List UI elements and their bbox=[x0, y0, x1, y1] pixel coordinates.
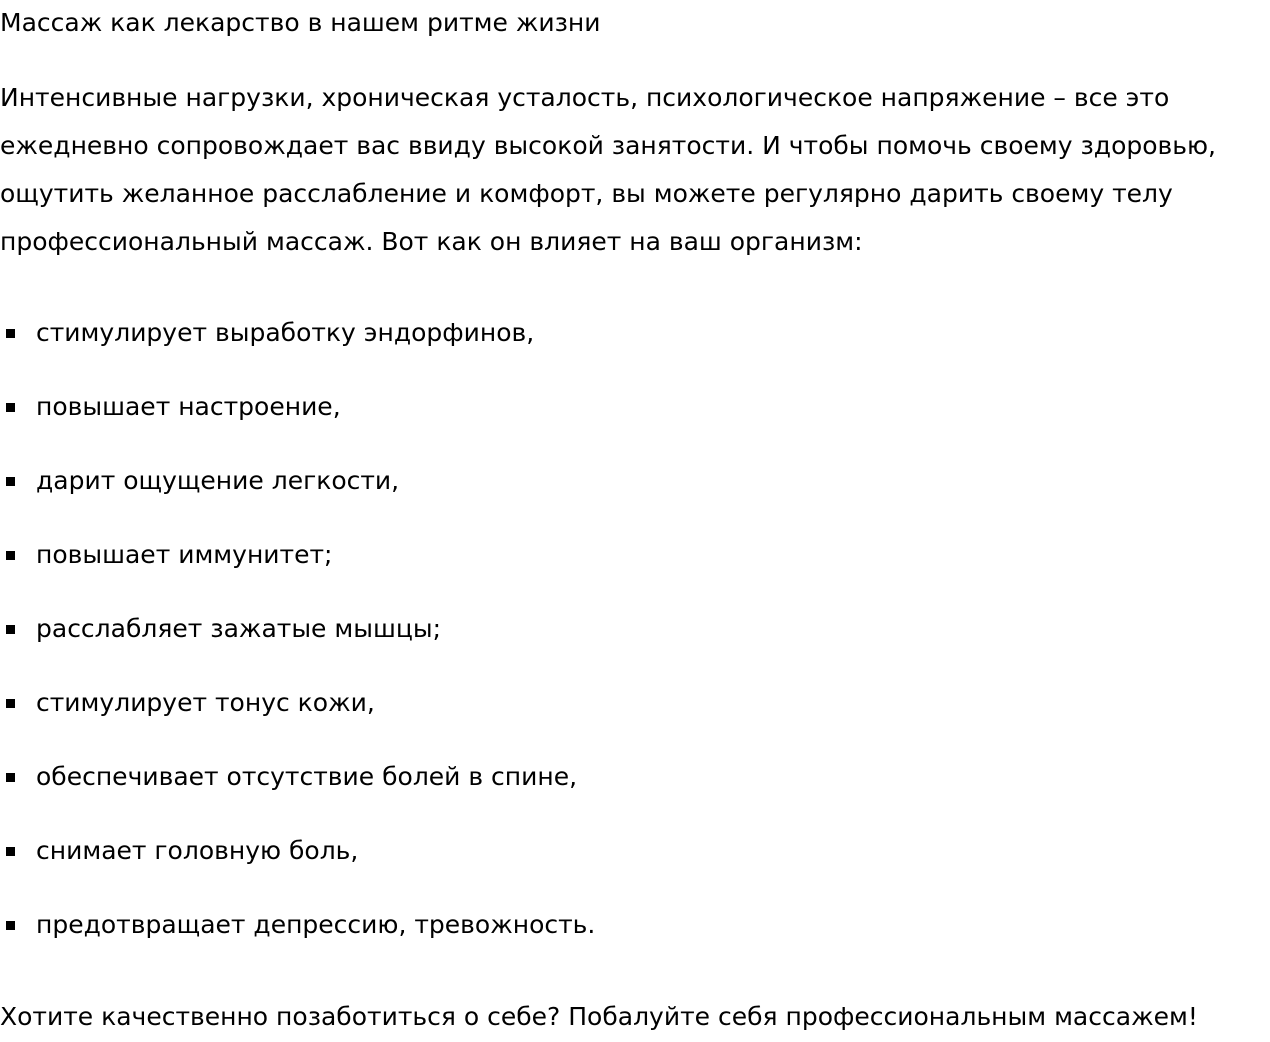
list-item-text: стимулирует выработку эндорфинов, bbox=[36, 318, 535, 347]
list-item bbox=[0, 754, 1270, 828]
list-item bbox=[0, 828, 1270, 902]
square-bullet-icon bbox=[6, 329, 15, 338]
square-bullet-icon bbox=[6, 921, 15, 930]
benefits-list bbox=[0, 310, 1270, 976]
list-item-text: повышает иммунитет; bbox=[36, 540, 333, 569]
list-item bbox=[0, 384, 1270, 458]
list-item-text: расслабляет зажатые мышцы; bbox=[36, 614, 442, 643]
list-item-text: повышает настроение, bbox=[36, 392, 341, 421]
article-title: Массаж как лекарство в нашем ритме жизни bbox=[0, 8, 601, 37]
list-item bbox=[0, 902, 1270, 976]
list-item bbox=[0, 680, 1270, 754]
square-bullet-icon bbox=[6, 699, 15, 708]
square-bullet-icon bbox=[6, 551, 15, 560]
list-item-text: дарит ощущение легкости, bbox=[36, 466, 400, 495]
list-item bbox=[0, 606, 1270, 680]
list-item-text: обеспечивает отсутствие болей в спине, bbox=[36, 762, 578, 791]
square-bullet-icon bbox=[6, 477, 15, 486]
list-item bbox=[0, 310, 1270, 384]
list-item-text: стимулирует тонус кожи, bbox=[36, 688, 375, 717]
list-item-text: снимает головную боль, bbox=[36, 836, 359, 865]
list-item bbox=[0, 458, 1270, 532]
square-bullet-icon bbox=[6, 773, 15, 782]
square-bullet-icon bbox=[6, 847, 15, 856]
intro-paragraph: Интенсивные нагрузки, хроническая усталость, психологическое напряжение – все это ежедневно сопровождает вас ввиду высокой занятости. И чтобы помочь своему здоровью, ощутить желанное расслабление и комфорт, вы можете регулярно дарить своему телу профессиональный массаж. Вот как он влияет на ваш организм: bbox=[0, 83, 1216, 256]
square-bullet-icon bbox=[6, 403, 15, 412]
call-to-action: Хотите качественно позаботиться о себе? Побалуйте себя профессиональным массажем! bbox=[0, 1002, 1198, 1031]
list-item-text: предотвращает депрессию, тревожность. bbox=[36, 910, 596, 939]
square-bullet-icon bbox=[6, 625, 15, 634]
list-item bbox=[0, 532, 1270, 606]
